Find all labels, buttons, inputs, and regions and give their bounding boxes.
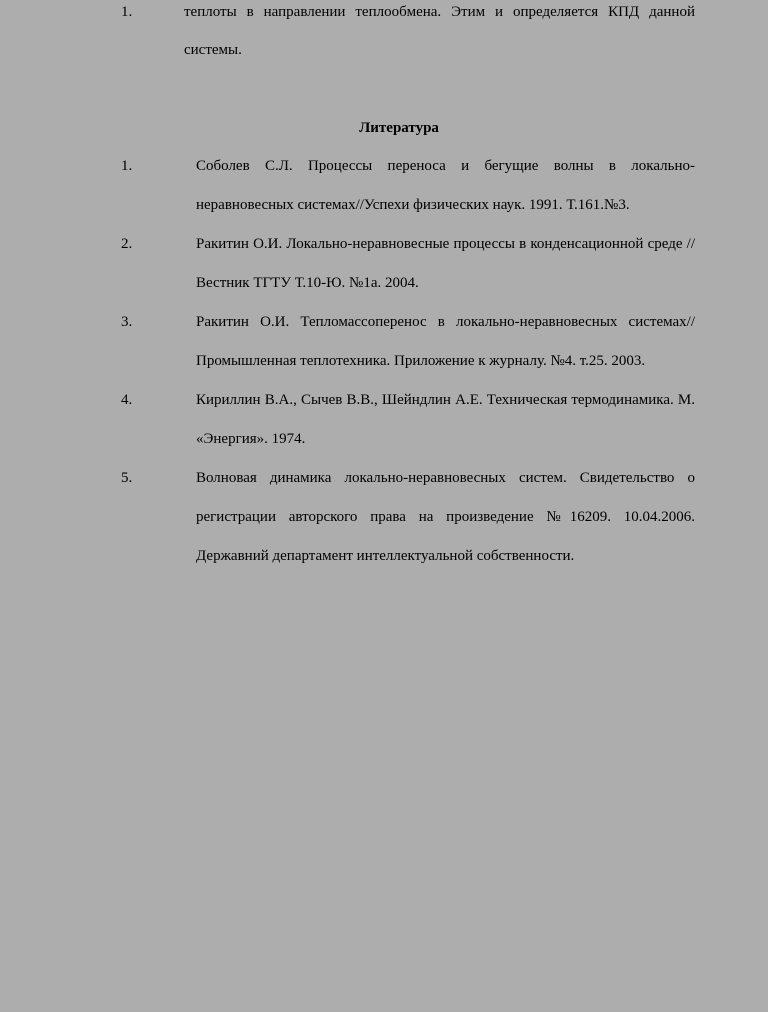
reference-item	[0, 312, 768, 390]
reference-text: Ракитин О.И. Тепломассоперенос в локально-неравновесных системах// Промышленная теплотехника. Приложение к журналу. №4. т.25. 2003.	[196, 314, 695, 369]
reference-text: Соболев С.Л. Процессы переноса и бегущие волны в локально-неравновесных системах//Успехи физических наук. 1991. Т.161.№3.	[196, 158, 695, 213]
section-heading: Литература	[359, 120, 439, 136]
reference-item	[0, 234, 768, 312]
reference-item	[0, 468, 768, 585]
reference-item	[0, 156, 768, 234]
reference-list	[0, 156, 768, 585]
reference-number: 3.	[121, 314, 133, 330]
reference-number: 1.	[121, 158, 133, 174]
paragraph-line: системы.	[184, 42, 242, 58]
reference-item	[0, 390, 768, 468]
reference-text: Волновая динамика локально-неравновесных систем. Свидетельство о регистрации авторского права на произведение №16209. 10.04.2006. Державний департамент интеллектуальной собственности.	[196, 470, 695, 564]
paragraph-line: теплоты в направлении теплообмена. Этим и определяется КПД данной	[184, 4, 695, 20]
reference-number: 4.	[121, 392, 133, 408]
reference-text: Кириллин В.А., Сычев В.В., Шейндлин А.Е. Техническая термодинамика. М. «Энергия». 1974.	[196, 392, 695, 447]
reference-number: 2.	[121, 236, 133, 252]
reference-text: Ракитин О.И. Локально-неравновесные процессы в конденсационной среде //Вестник ТГТУ Т.10-Ю. №1а. 2004.	[196, 236, 695, 291]
reference-number: 5.	[121, 470, 133, 486]
list-item-number: 1.	[121, 4, 133, 20]
